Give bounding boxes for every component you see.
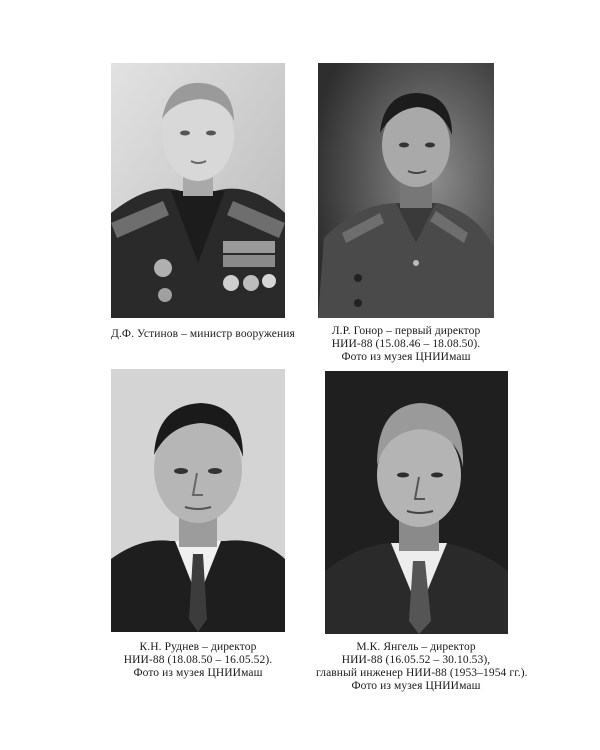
caption-ustinov (111, 328, 295, 341)
caption-line: главный инженер НИИ-88 (1953–1954 гг.). (316, 667, 528, 679)
caption-rudnev (111, 641, 285, 680)
caption-line: Л.Р. Гонор – первый директор (331, 325, 481, 337)
portrait-image (325, 371, 508, 634)
caption-line: НИИ-88 (15.08.46 – 18.08.50). (331, 338, 481, 350)
caption-line: Фото из музея ЦНИИмаш (133, 667, 263, 679)
caption-line: К.Н. Руднев – директор (139, 641, 257, 653)
caption-line: НИИ-88 (16.05.52 – 30.10.53), (341, 654, 491, 666)
caption-line: Фото из музея ЦНИИмаш (351, 680, 481, 692)
caption-line: М.К. Янгель – директор (356, 641, 476, 653)
caption-yangel (316, 641, 528, 693)
caption-line: НИИ-88 (18.08.50 – 16.05.52). (123, 654, 273, 666)
portrait-image (318, 63, 494, 318)
portrait-photo-gonor (318, 63, 494, 318)
portrait-image (111, 369, 285, 632)
caption-gonor (318, 325, 494, 364)
caption-line: Фото из музея ЦНИИмаш (341, 351, 471, 363)
portrait-photo-yangel (325, 371, 508, 634)
portrait-photo-ustinov (111, 63, 285, 318)
portrait-image (111, 63, 285, 318)
portrait-photo-rudnev (111, 369, 285, 632)
caption-line: Д.Ф. Устинов – министр вооружения (111, 328, 295, 340)
